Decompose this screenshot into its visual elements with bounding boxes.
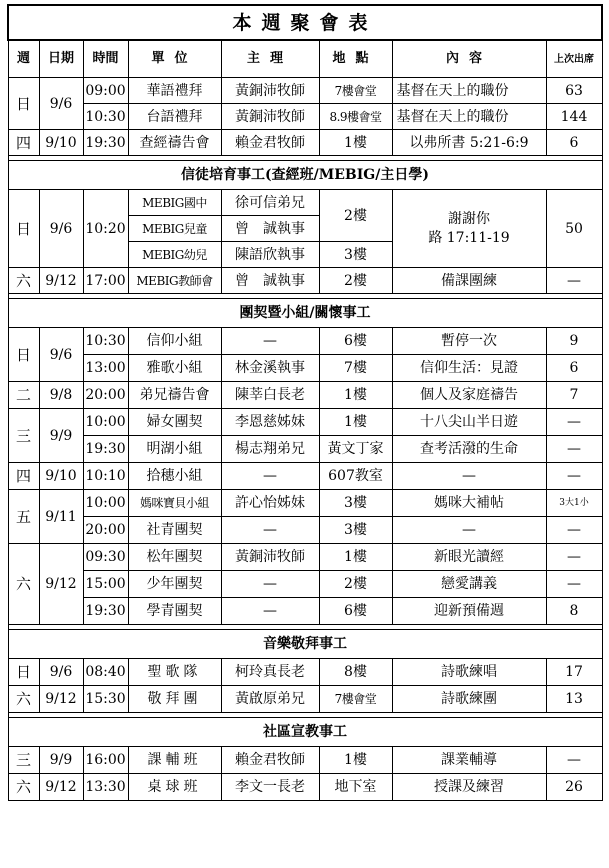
section-title: 信徒培育事工(查經班/MEBIG/主日學) xyxy=(8,161,602,190)
table-row xyxy=(8,382,602,409)
cell-attendance: 26 xyxy=(546,774,602,801)
cell-place: 7樓 xyxy=(319,355,392,382)
cell-unit: 信仰小組 xyxy=(128,328,221,355)
cell-leader: 曾 誠執事 xyxy=(221,268,319,294)
header-unit: 單位 xyxy=(128,40,221,78)
cell-unit: 少年團契 xyxy=(128,571,221,598)
cell-unit: 社青團契 xyxy=(128,517,221,544)
cell-leader: — xyxy=(221,517,319,544)
table-row xyxy=(8,774,602,801)
cell-attendance: 17 xyxy=(546,659,602,686)
weekly-schedule-sheet xyxy=(7,4,601,801)
cell-leader: 黃啟原弟兄 xyxy=(221,686,319,713)
cell-place: 1樓 xyxy=(319,544,392,571)
cell-leader: 陳語欣執事 xyxy=(221,242,319,268)
cell-place: 6樓 xyxy=(319,328,392,355)
cell-date: 9/6 xyxy=(39,328,83,382)
cell-time: 10:30 xyxy=(83,104,128,130)
cell-unit: 台語禮拜 xyxy=(128,104,221,130)
section-title: 團契暨小組/關懷事工 xyxy=(8,299,602,328)
table-row xyxy=(8,747,602,774)
cell-unit: 婦女團契 xyxy=(128,409,221,436)
cell-time: 19:30 xyxy=(83,130,128,156)
cell-unit: MEBIG兒童 xyxy=(128,216,221,242)
cell-date: 9/6 xyxy=(39,659,83,686)
section-header-fellowship xyxy=(8,299,602,328)
table-row xyxy=(8,544,602,571)
cell-place: 8樓 xyxy=(319,659,392,686)
cell-date: 9/6 xyxy=(39,78,83,130)
cell-content: 迎新預備週 xyxy=(392,598,546,625)
cell-attendance: — xyxy=(546,463,602,490)
cell-date: 9/12 xyxy=(39,686,83,713)
cell-attendance: 7 xyxy=(546,382,602,409)
cell-content: — xyxy=(392,463,546,490)
cell-weekday: 日 xyxy=(8,78,39,130)
cell-leader: 黃銅沛牧師 xyxy=(221,544,319,571)
table-row xyxy=(8,78,602,104)
cell-place: 2樓 xyxy=(319,190,392,242)
cell-content: 詩歌練團 xyxy=(392,686,546,713)
cell-leader: 李文一長老 xyxy=(221,774,319,801)
cell-attendance: 9 xyxy=(546,328,602,355)
cell-place: 3樓 xyxy=(319,517,392,544)
cell-date: 9/10 xyxy=(39,130,83,156)
cell-unit: 明湖小組 xyxy=(128,436,221,463)
cell-weekday: 三 xyxy=(8,409,39,463)
cell-unit: 拾穗小組 xyxy=(128,463,221,490)
cell-weekday: 四 xyxy=(8,130,39,156)
cell-leader: 賴金君牧師 xyxy=(221,747,319,774)
cell-place: 7樓會堂 xyxy=(319,78,392,104)
cell-unit: 課輔班 xyxy=(128,747,221,774)
cell-content: 媽咪大補帖 xyxy=(392,490,546,517)
cell-leader: — xyxy=(221,571,319,598)
cell-weekday: 日 xyxy=(8,659,39,686)
cell-leader: 黃銅沛牧師 xyxy=(221,104,319,130)
cell-leader: — xyxy=(221,328,319,355)
cell-weekday: 六 xyxy=(8,686,39,713)
cell-content: 暫停一次 xyxy=(392,328,546,355)
cell-time: 13:00 xyxy=(83,355,128,382)
cell-leader: — xyxy=(221,463,319,490)
table-row xyxy=(8,490,602,517)
cell-unit: MEBIG幼兒 xyxy=(128,242,221,268)
section-header-community xyxy=(8,718,602,747)
cell-content: 個人及家庭禱告 xyxy=(392,382,546,409)
header-leader: 主理 xyxy=(221,40,319,78)
cell-weekday: 四 xyxy=(8,463,39,490)
section-header-music xyxy=(8,630,602,659)
cell-content: 基督在天上的職份 xyxy=(392,104,546,130)
cell-weekday: 六 xyxy=(8,774,39,801)
cell-date: 9/9 xyxy=(39,747,83,774)
section-title: 音樂敬拜事工 xyxy=(8,630,602,659)
page-title: 本週聚會表 xyxy=(8,5,602,40)
cell-content: 戀愛講義 xyxy=(392,571,546,598)
cell-content: 新眼光讀經 xyxy=(392,544,546,571)
cell-leader: — xyxy=(221,598,319,625)
table-row xyxy=(8,130,602,156)
cell-content: 查考活潑的生命 xyxy=(392,436,546,463)
table-row xyxy=(8,463,602,490)
cell-place: 1樓 xyxy=(319,382,392,409)
table-row xyxy=(8,190,602,216)
cell-leader: 曾 誠執事 xyxy=(221,216,319,242)
cell-unit: 弟兄禱告會 xyxy=(128,382,221,409)
cell-leader: 楊志翔弟兄 xyxy=(221,436,319,463)
cell-weekday: 三 xyxy=(8,747,39,774)
cell-attendance: — xyxy=(546,544,602,571)
cell-attendance: — xyxy=(546,268,602,294)
cell-place: 1樓 xyxy=(319,130,392,156)
cell-attendance: 3大1小 xyxy=(546,490,602,517)
cell-date: 9/12 xyxy=(39,268,83,294)
cell-time: 10:30 xyxy=(83,328,128,355)
cell-leader: 陳莘白長老 xyxy=(221,382,319,409)
cell-attendance: 6 xyxy=(546,355,602,382)
section-title: 社區宣教事工 xyxy=(8,718,602,747)
cell-time: 09:00 xyxy=(83,78,128,104)
cell-attendance: 8 xyxy=(546,598,602,625)
cell-weekday: 六 xyxy=(8,544,39,625)
cell-attendance: — xyxy=(546,409,602,436)
cell-place: 地下室 xyxy=(319,774,392,801)
cell-weekday: 六 xyxy=(8,268,39,294)
cell-leader: 許心怡姊妹 xyxy=(221,490,319,517)
table-row xyxy=(8,268,602,294)
cell-time: 13:30 xyxy=(83,774,128,801)
table-row xyxy=(8,328,602,355)
cell-date: 9/11 xyxy=(39,490,83,544)
cell-time: 20:00 xyxy=(83,382,128,409)
cell-attendance: — xyxy=(546,747,602,774)
header-attendance xyxy=(546,40,602,78)
table-row xyxy=(8,104,602,130)
cell-attendance: — xyxy=(546,436,602,463)
section-header-nurture xyxy=(8,161,602,190)
cell-time: 10:00 xyxy=(83,490,128,517)
cell-weekday: 五 xyxy=(8,490,39,544)
cell-unit: 學青團契 xyxy=(128,598,221,625)
header-date: 日期 xyxy=(39,40,83,78)
cell-time: 15:30 xyxy=(83,686,128,713)
cell-content: 十八尖山半日遊 xyxy=(392,409,546,436)
cell-attendance: — xyxy=(546,517,602,544)
cell-time: 19:30 xyxy=(83,436,128,463)
cell-place: 3樓 xyxy=(319,242,392,268)
cell-content: 以弗所書 5:21-6:9 xyxy=(392,130,546,156)
cell-weekday: 二 xyxy=(8,382,39,409)
cell-leader: 徐可信弟兄 xyxy=(221,190,319,216)
cell-place: 3樓 xyxy=(319,490,392,517)
cell-date: 9/6 xyxy=(39,190,83,268)
header-content: 內容 xyxy=(392,40,546,78)
cell-unit: MEBIG國中 xyxy=(128,190,221,216)
table-row xyxy=(8,598,602,625)
table-row xyxy=(8,571,602,598)
cell-date: 9/8 xyxy=(39,382,83,409)
cell-place: 8.9樓會堂 xyxy=(319,104,392,130)
header-attendance-label: 上次出席 xyxy=(554,53,594,65)
cell-place: 1樓 xyxy=(319,747,392,774)
table-row xyxy=(8,686,602,713)
cell-place: 6樓 xyxy=(319,598,392,625)
header-weekday: 週 xyxy=(8,40,39,78)
cell-unit: 桌球班 xyxy=(128,774,221,801)
cell-place: 黃文丁家 xyxy=(319,436,392,463)
cell-content: 基督在天上的職份 xyxy=(392,78,546,104)
cell-time: 19:30 xyxy=(83,598,128,625)
cell-time: 17:00 xyxy=(83,268,128,294)
cell-unit: 聖歌隊 xyxy=(128,659,221,686)
cell-weekday: 日 xyxy=(8,328,39,382)
cell-time: 10:10 xyxy=(83,463,128,490)
cell-leader: 林金溪執事 xyxy=(221,355,319,382)
cell-attendance: 13 xyxy=(546,686,602,713)
cell-attendance: 50 xyxy=(546,190,602,268)
header-row xyxy=(8,40,602,78)
cell-time: 10:00 xyxy=(83,409,128,436)
schedule-table xyxy=(7,4,603,801)
cell-time: 15:00 xyxy=(83,571,128,598)
cell-unit: 媽咪寶貝小組 xyxy=(128,490,221,517)
cell-time: 09:30 xyxy=(83,544,128,571)
content-line-2: 路 17:11-19 xyxy=(428,229,510,246)
cell-attendance: 6 xyxy=(546,130,602,156)
cell-place: 1樓 xyxy=(319,409,392,436)
title-row xyxy=(8,5,602,40)
cell-date: 9/9 xyxy=(39,409,83,463)
cell-content: 信仰生活：見證 xyxy=(392,355,546,382)
cell-time: 08:40 xyxy=(83,659,128,686)
header-time: 時間 xyxy=(83,40,128,78)
cell-leader: 李恩慈姊妹 xyxy=(221,409,319,436)
cell-time: 10:20 xyxy=(83,190,128,268)
cell-attendance: — xyxy=(546,571,602,598)
table-row xyxy=(8,355,602,382)
cell-content: 課業輔導 xyxy=(392,747,546,774)
cell-time: 16:00 xyxy=(83,747,128,774)
cell-date: 9/12 xyxy=(39,544,83,625)
table-row xyxy=(8,436,602,463)
cell-content: 授課及練習 xyxy=(392,774,546,801)
cell-date: 9/10 xyxy=(39,463,83,490)
cell-leader: 柯玲真長老 xyxy=(221,659,319,686)
table-row xyxy=(8,409,602,436)
cell-date: 9/12 xyxy=(39,774,83,801)
table-row xyxy=(8,659,602,686)
cell-unit: 查經禱告會 xyxy=(128,130,221,156)
cell-leader: 賴金君牧師 xyxy=(221,130,319,156)
cell-content xyxy=(392,190,546,268)
cell-unit: MEBIG教師會 xyxy=(128,268,221,294)
cell-content: 備課團練 xyxy=(392,268,546,294)
cell-attendance: 144 xyxy=(546,104,602,130)
cell-attendance: 63 xyxy=(546,78,602,104)
cell-content: 詩歌練唱 xyxy=(392,659,546,686)
cell-place: 2樓 xyxy=(319,571,392,598)
table-row xyxy=(8,517,602,544)
cell-unit: 敬拜團 xyxy=(128,686,221,713)
content-line-1: 謝謝你 xyxy=(448,210,490,227)
cell-unit: 松年團契 xyxy=(128,544,221,571)
cell-leader: 黃銅沛牧師 xyxy=(221,78,319,104)
cell-time: 20:00 xyxy=(83,517,128,544)
header-place: 地點 xyxy=(319,40,392,78)
cell-place: 7樓會堂 xyxy=(319,686,392,713)
cell-unit: 雅歌小組 xyxy=(128,355,221,382)
cell-content: — xyxy=(392,517,546,544)
cell-unit: 華語禮拜 xyxy=(128,78,221,104)
cell-place: 607教室 xyxy=(319,463,392,490)
cell-weekday: 日 xyxy=(8,190,39,268)
cell-place: 2樓 xyxy=(319,268,392,294)
